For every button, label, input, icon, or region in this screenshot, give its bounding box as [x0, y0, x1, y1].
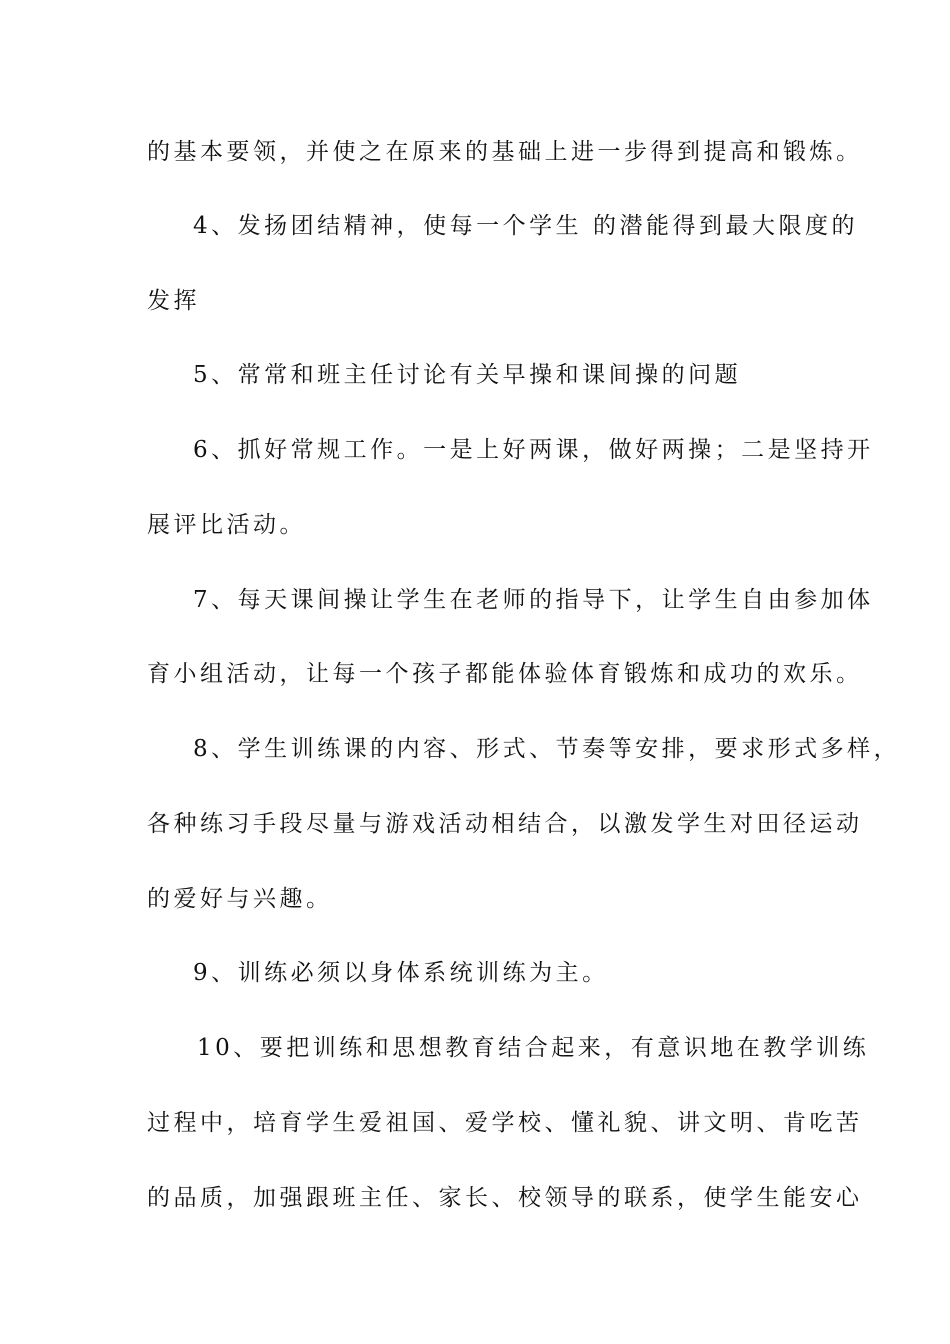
text-line: 5、常常和班主任讨论有关早操和课间操的问题	[193, 362, 742, 388]
text-line: 10、要把训练和思想教育结合起来，有意识地在教学训练	[197, 1035, 870, 1061]
text-line: 过程中，培育学生爱祖国、爱学校、懂礼貌、讲文明、肯吃苦	[147, 1110, 863, 1136]
text-line: 9、训练必须以身体系统训练为主。	[193, 960, 609, 986]
text-line: 的品质，加强跟班主任、家长、校领导的联系，使学生能安心	[147, 1185, 863, 1211]
text-line: 7、每天课间操让学生在老师的指导下，让学生自由参加体	[193, 587, 874, 613]
text-line: 8、学生训练课的内容、形式、节奏等安排，要求形式多样，	[193, 736, 901, 762]
text-line: 发挥	[147, 288, 200, 314]
text-line: 展评比活动。	[147, 512, 306, 538]
text-line: 各种练习手段尽量与游戏活动相结合，以激发学生对田径运动	[147, 811, 863, 837]
text-line: 6、抓好常规工作。一是上好两课，做好两操；二是坚持开	[193, 437, 874, 463]
text-line: 的爱好与兴趣。	[147, 886, 333, 912]
text-line: 4、发扬团结精神，使每一个学生 的潜能得到最大限度的	[193, 213, 858, 239]
text-line: 育小组活动，让每一个孩子都能体验体育锻炼和成功的欢乐。	[147, 661, 863, 687]
text-line: 的基本要领，并使之在原来的基础上进一步得到提高和锻炼。	[147, 139, 863, 165]
